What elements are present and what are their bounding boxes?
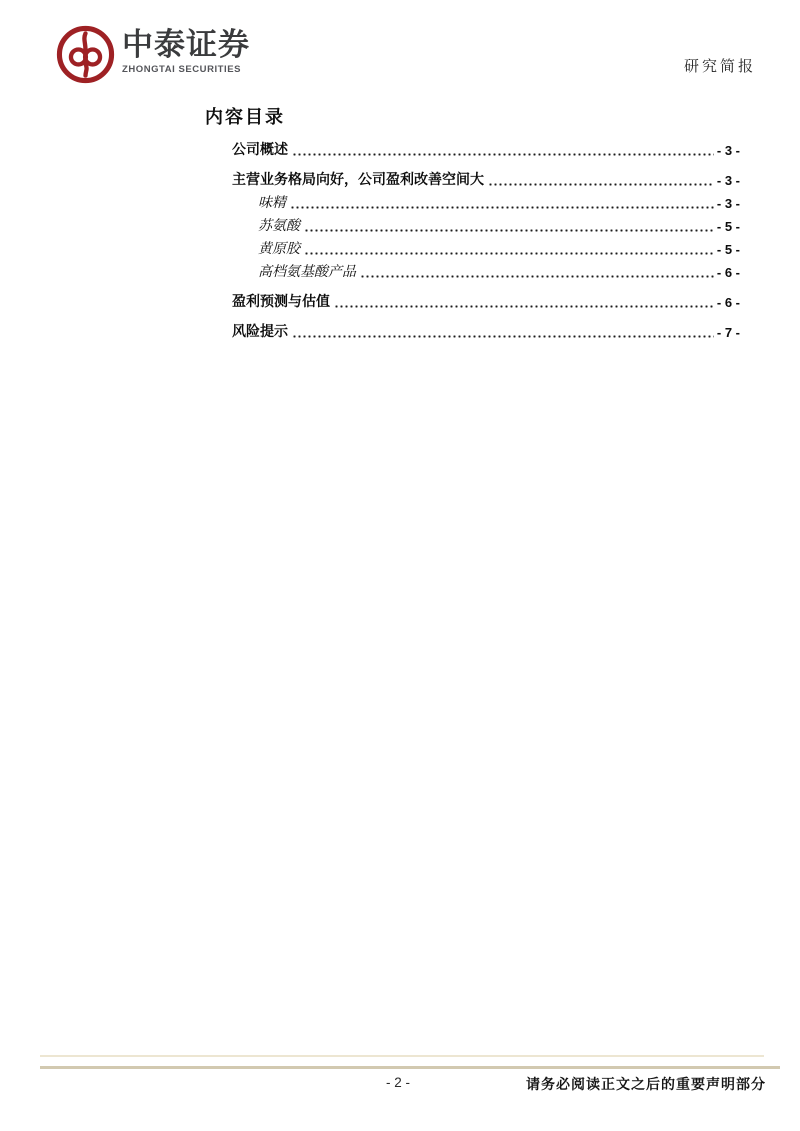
toc-leader-dots	[334, 304, 714, 309]
toc-entry-page: - 5 -	[716, 242, 740, 257]
toc-entry-label: 黄原胶	[258, 242, 300, 257]
logo-en-name: ZHONGTAI SECURITIES	[122, 64, 241, 75]
toc-entry[interactable]	[205, 142, 740, 159]
toc-entry-page: - 3 -	[716, 173, 740, 188]
toc-leader-dots	[304, 228, 714, 233]
toc-leader-dots	[304, 251, 714, 256]
toc-entry-label: 高档氨基酸产品	[258, 265, 356, 280]
toc-entry[interactable]	[205, 241, 740, 258]
logo-cn-name: 中泰证券	[122, 27, 250, 62]
toc-leader-dots	[290, 205, 714, 210]
footer-divider-faint	[40, 1055, 764, 1057]
footer-divider	[40, 1066, 780, 1069]
logo-text	[122, 25, 250, 75]
toc-entry-page: - 5 -	[716, 219, 740, 234]
toc-leader-dots	[292, 152, 714, 157]
zhongtai-knot-logo-icon	[56, 25, 115, 84]
table-of-contents	[205, 103, 740, 341]
toc-entry-label: 苏氨酸	[258, 219, 300, 234]
toc-leader-dots	[488, 182, 714, 187]
toc-entry-page: - 6 -	[716, 265, 740, 280]
toc-list	[205, 142, 740, 341]
toc-entry-label: 风险提示	[232, 325, 288, 340]
footer-disclaimer: 请务必阅读正文之后的重要声明部分	[526, 1078, 766, 1093]
toc-entry[interactable]	[205, 172, 740, 189]
toc-leader-dots	[292, 334, 714, 339]
toc-entry-label: 盈利预测与估值	[232, 295, 330, 310]
toc-entry-label: 公司概述	[232, 143, 288, 158]
toc-entry[interactable]	[205, 218, 740, 235]
company-logo	[56, 25, 250, 84]
toc-entry-page: - 3 -	[716, 143, 740, 158]
toc-entry-page: - 6 -	[716, 295, 740, 310]
report-type-label: 研究简报	[683, 59, 756, 75]
toc-entry-page: - 3 -	[716, 196, 740, 211]
toc-entry-label: 主营业务格局向好，公司盈利改善空间大	[232, 173, 484, 188]
page-number: - 2 -	[385, 1075, 410, 1090]
toc-entry[interactable]	[205, 324, 740, 341]
toc-entry[interactable]	[205, 195, 740, 212]
toc-entry[interactable]	[205, 264, 740, 281]
toc-entry[interactable]	[205, 294, 740, 311]
toc-entry-page: - 7 -	[716, 325, 740, 340]
toc-entry-label: 味精	[258, 196, 286, 211]
toc-title: 内容目录	[205, 107, 285, 127]
toc-leader-dots	[360, 274, 714, 279]
